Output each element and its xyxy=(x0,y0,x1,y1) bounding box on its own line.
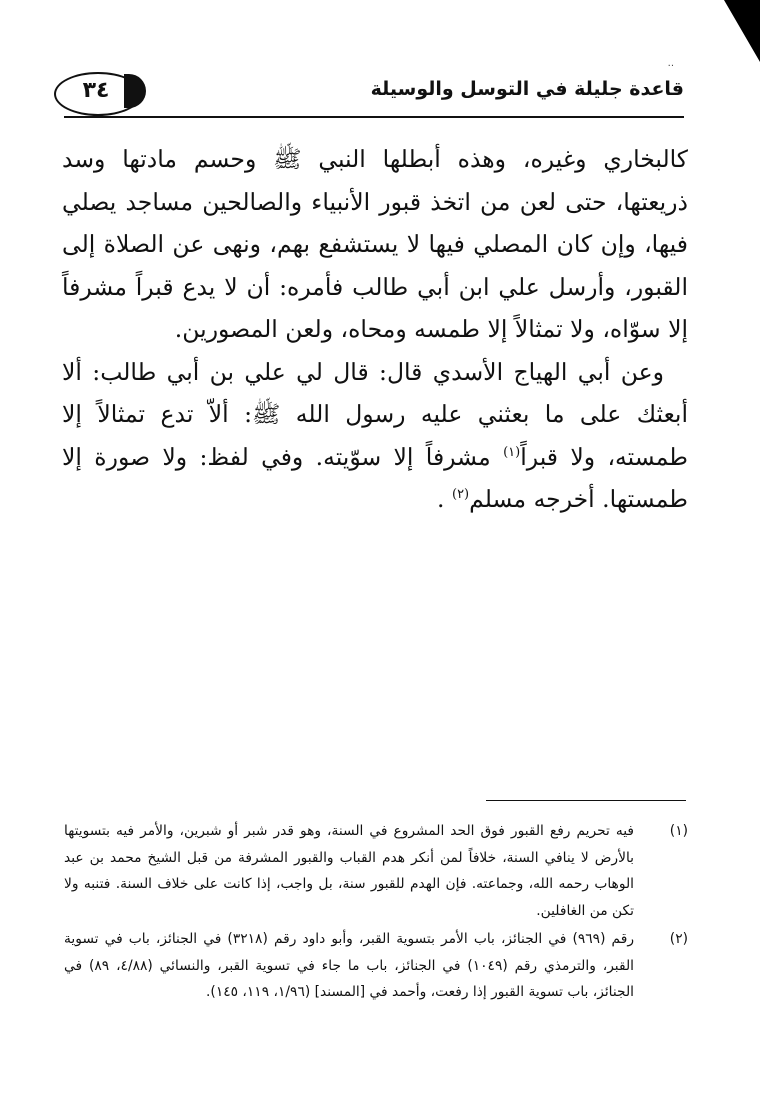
paragraph-2-part-a: وعن أبي الهياج الأسدي قال: قال لي علي بن أبي طالب: ألا أبعثك على ما بعثني عليه رسول الله ﷺ: ألاّ تدع تمثالاً إلا طمسته، ولا قبراً xyxy=(62,357,689,471)
footnote-ref-2[interactable]: (٢) xyxy=(451,487,470,503)
paragraph-2-part-b: مشرفاً إلا سوّيته. وفي لفظ: ولا صورة إلا طمستها. أخرجه مسلم xyxy=(62,442,688,513)
footnote-2 xyxy=(64,926,688,1006)
page-header xyxy=(64,72,684,124)
footnote-text: رقم (٩٦٩) في الجنائز، باب الأمر بتسوية القبر، وأبو داود رقم (٣٢١٨) في الجنائز، باب في تسوية القبر، والترمذي رقم (١٠٤٩) في الجنائز، باب ما جاء في تسوية القبر، والنسائي (٤/٨٨، ٨٩) في الجنائز، باب تسوية القبور إذا رفعت، وأحمد في [المسند] (١/٩٦، ١١٩، ١٤٥). xyxy=(64,931,634,1000)
paragraph-2-end: . xyxy=(437,485,452,513)
footnote-number: (٢) xyxy=(669,931,688,947)
footnote-number: (١) xyxy=(669,823,688,839)
footnote-ref-1[interactable]: (١) xyxy=(503,444,521,460)
paragraph-1: كالبخاري وغيره، وهذه أبطلها النبي ﷺ وحسم مادتها وسد ذريعتها، حتى لعن من اتخذ قبور الأنبياء والصالحين مساجد يصلي فيها، وإن كان المصلي فيها لا يستشفع بهم، ونهى عن الصلاة إلى القبور، وأرسل علي ابن أبي طالب فأمره: أن لا يدع قبراً مشرفاً إلا سوّاه، ولا تمثالاً إلا طمسه ومحاه، ولعن المصورين. xyxy=(62,145,688,343)
footnotes xyxy=(64,818,688,1008)
header-rule xyxy=(64,116,684,118)
page-number: ٣٤ xyxy=(82,78,110,103)
running-title: قاعدة جليلة في التوسل والوسيلة xyxy=(370,78,684,100)
main-text xyxy=(62,138,688,521)
footnote-text: فيه تحريم رفع القبور فوق الحد المشروع في السنة، وهو قدر شبر أو شبرين، والأمر فيه بتسويتها بالأرض لا ينافي السنة، خلافاً لمن أنكر هدم القباب والقبور المشرفة من قبل الشيخ محمد بن عبد الوهاب رحمه الله، وجماعته. فإن الهدم للقبور سنة، بل واجب، إذا كانت على خلاف السنة. فتنبه ولا تكن من الغافلين. xyxy=(64,823,634,919)
page-number-badge xyxy=(54,72,154,114)
footnote-1 xyxy=(64,818,688,924)
corner-mark: .. xyxy=(667,58,674,69)
footnote-separator xyxy=(486,800,686,801)
paragraph-2 xyxy=(62,351,688,521)
triangle-corner-icon xyxy=(724,0,760,62)
